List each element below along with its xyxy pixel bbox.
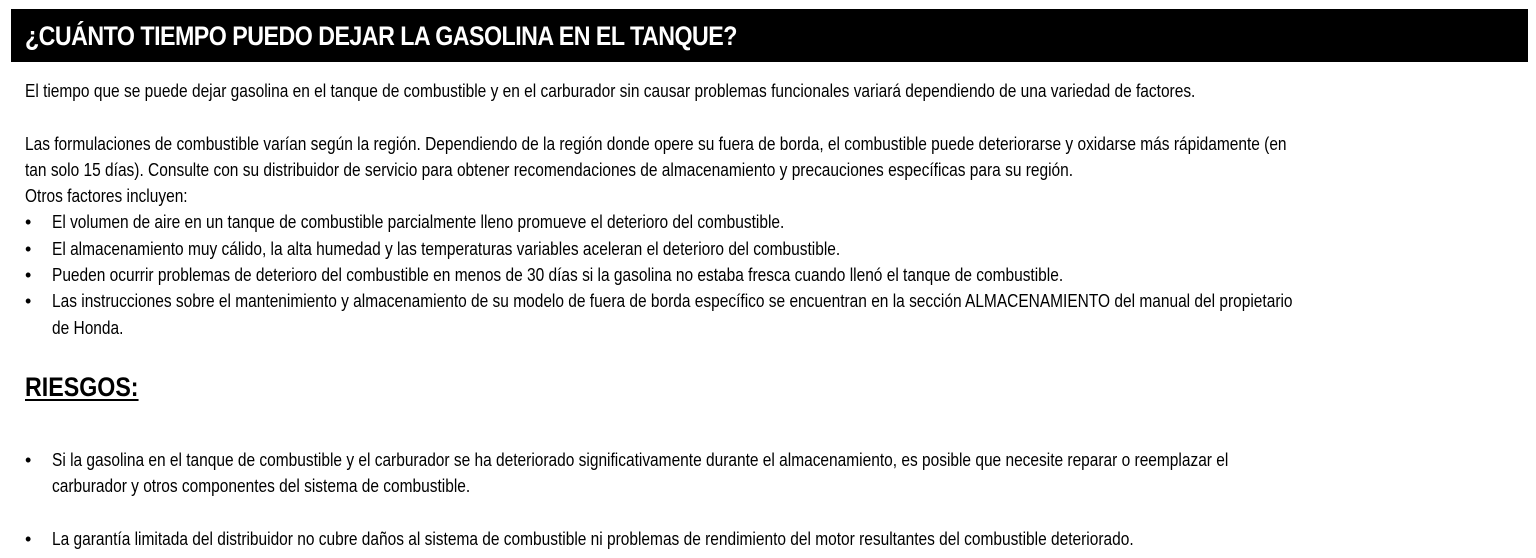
bullet-icon: • [25,265,32,286]
factor-item [25,262,1515,288]
bullet-icon: • [25,238,32,259]
intro-paragraph: El tiempo que se puede dejar gasolina en el tanque de combustible y en el carburador sin causar problemas funcionales variará dependiendo de una variedad de factores. [25,81,1196,101]
main-content [25,78,1515,341]
factor-item-text-continued: de Honda. [52,317,124,338]
bullet-icon: • [25,450,32,470]
factor-item [25,209,1515,235]
risk-item [25,526,1515,552]
risk-item-text: Si la gasolina en el tanque de combustible y el carburador se ha deteriorado significativamente durante el almacenamiento, es posible que necesite reparar o reemplazar el [52,450,1229,470]
factor-item [25,288,1515,341]
risks-heading: RIESGOS: [25,372,139,402]
factor-item [25,236,1515,262]
bullet-icon: • [25,291,32,312]
formulations-line-2: tan solo 15 días). Consulte con su distribuidor de servicio para obtener recomendaciones de almacenamiento y precauciones específicas para su región. [25,159,1074,180]
risk-item-text-continued: carburador y otros componentes del sistema de combustible. [52,476,471,497]
bullet-icon: • [25,212,32,233]
factor-item-text: El almacenamiento muy cálido, la alta humedad y las temperaturas variables aceleran el deterioro del combustible. [52,238,841,259]
risk-item [25,447,1515,500]
page-title: ¿CUÁNTO TIEMPO PUEDO DEJAR LA GASOLINA EN EL TANQUE? [25,21,737,51]
bullet-icon: • [25,528,32,549]
risks-list [25,447,1515,552]
formulations-line-1: Las formulaciones de combustible varían según la región. Dependiendo de la región donde opere su fuera de borda, el combustible puede deteriorarse y oxidarse más rápidamente (en [25,133,1287,154]
factor-item-text: El volumen de aire en un tanque de combustible parcialmente lleno promueve el deterioro del combustible. [52,212,785,233]
risk-item-text: La garantía limitada del distribuidor no cubre daños al sistema de combustible ni problemas de rendimiento del motor resultantes del combustible deteriorado. [52,528,1134,549]
factors-heading: Otros factores incluyen: [25,186,188,207]
factor-item-text: Las instrucciones sobre el mantenimiento y almacenamiento de su modelo de fuera de borda específico se encuentran en la sección ALMACENAMIENTO del manual del propietario [52,291,1293,312]
factor-item-text: Pueden ocurrir problemas de deterioro del combustible en menos de 30 días si la gasolina no estaba fresca cuando llenó el tanque de combustible. [52,265,1064,286]
title-banner [11,9,1528,62]
